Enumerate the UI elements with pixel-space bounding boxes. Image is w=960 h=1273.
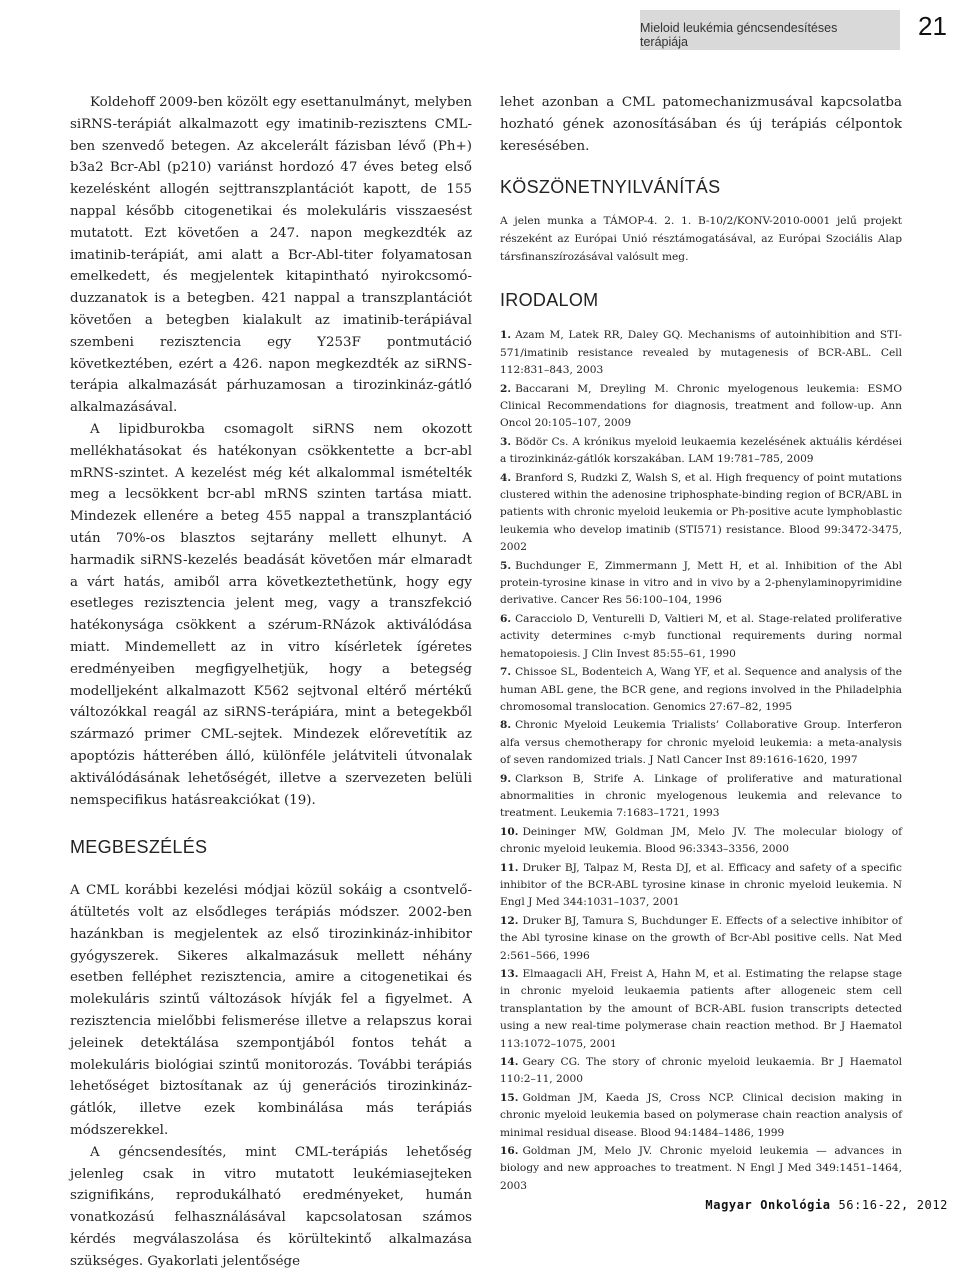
- reference-item: [500, 558, 902, 610]
- reference-item: [500, 1054, 902, 1089]
- body-paragraph: A lipidburokba csomagolt siRNS nem okozott mellékhatásokat és hatékonyan csökkentette a bcr-abl mRNS-szintet. A kezelést még két alkalommal ismételték meg a lecsökkent bcr-abl mRNS szinten tartása miatt. Mindezek ellenére a beteg 455 nappal a transzplantáció után 70%-os blasztos sejtarány mellett elhunyt. A harmadik siRNS-kezelés beadását követően már elmaradt a várt hatás, amiből arra következtethetünk, hogy egy esetleges rezisztencia jelent meg, vagy a transzfekció hatékonysága csökkent a szérum-RNázok aktiválódása miatt. Mindemellett az in vitro kísérletek ígéretes eredményeiben megfigyelhetjük, hogy a betegség modelljeként alkalmazott K562 sejtvonal eltérő mértékű változókkal reagál az siRNS-terápiára, mint a betegekből származó primer CML-sejtek. Mindezek előrevetítik az apoptózis hátterében álló, különféle jelátviteli útvonalak aktiválódásának lehetőségét, illetve a szervezeten belüli nemspecifikus hatásreakciókat (19).: [70, 421, 472, 808]
- footer-volume: 56:16-22, 2012: [830, 1198, 948, 1212]
- discussion-heading: MEGBESZÉLÉS: [70, 837, 208, 858]
- reference-number: 1.: [500, 329, 512, 342]
- reference-item: [500, 771, 902, 823]
- reference-item: [500, 913, 902, 965]
- reference-item: [500, 1090, 902, 1142]
- discussion-paragraph: A géncsendesítés, mint CML-terápiás lehetőség jelenleg csak in vitro mutatott leukémiasejteken szignifikáns, reprodukálható eredményeket, humán vonatkozású felhasználásával kapcsolatosan számos kérdés megválaszolása és körültekintő alkalmazása szükséges. Gyakorlati jelentősége: [70, 1144, 472, 1269]
- acknowledgement-heading: KÖSZÖNETNYILVÁNÍTÁS: [500, 177, 721, 198]
- reference-text: Deininger MW, Goldman JM, Melo JV. The molecular biology of chronic myeloid leukemia. Blood 96:3343–3356, 2000: [500, 825, 902, 856]
- reference-item: [500, 664, 902, 716]
- reference-number: 12.: [500, 914, 519, 927]
- reference-item: [500, 470, 902, 557]
- reference-number: 13.: [500, 968, 519, 981]
- continuation-paragraph: lehet azonban a CML patomechanizmusával kapcsolatba hozható gének azonosításában és új terápiás célpontok keresésében.: [500, 95, 902, 154]
- reference-item: [500, 1143, 902, 1195]
- reference-text: Clarkson B, Strife A. Linkage of proliferative and maturational abnormalities in chronic myelogenous leukemia and relevance to treatment. Leukemia 7:1683–1721, 1993: [500, 772, 902, 820]
- body-paragraph: Koldehoff 2009-ben közölt egy esettanulmányt, melyben siRNS-terápiát alkalmazott egy imatinib-rezisztens CML-ben szenvedő betegen. Az akcelerált fázisban lévő (Ph+) b3a2 Bcr-Abl (p210) variánst hordozó 47 éves beteg első kezelésként allogén sejttranszplantációt kapott, de 155 nappal később citogenetikai és molekuláris visszaesést mutatott. Ezt követően a 247. napon megkezdték az imatinib-terápiát, ami alatt a Bcr-Abl-titer folyamatosan emelkedett, és megjelentek kitapintható nyirokcsomó-duzzanatok is a betegben. 421 nappal a transzplantációt követően a betegben kialakult az imatinib-terápiával szembeni rezisztencia egy Y253F pontmutáció következtében, ezért a 426. napon megkezdték az siRNS-terápia alkalmazását párhuzamosan a tirozinkináz-gátló alkalmazásával.: [70, 95, 472, 416]
- reference-text: Baccarani M, Dreyling M. Chronic myelogenous leukemia: ESMO Clinical Recommendations for diagnosis, treatment and follow-up. Ann Oncol 20:105–107, 2009: [500, 382, 902, 430]
- reference-number: 16.: [500, 1145, 519, 1158]
- right-column: [500, 92, 902, 1196]
- reference-text: Chissoe SL, Bodenteich A, Wang YF, et al. Sequence and analysis of the human ABL gene, the BCR gene, and regions involved in the Philadelphia chromosomal translocation. Genomics 27:67–82, 1995: [500, 666, 902, 713]
- reference-number: 3.: [500, 435, 512, 448]
- reference-item: [500, 824, 902, 859]
- reference-number: 7.: [500, 666, 512, 679]
- reference-text: Goldman JM, Kaeda JS, Cross NCP. Clinical decision making in chronic myeloid leukemia based on polymerase chain reaction analysis of minimal residual disease. Blood 94:1484–1486, 1999: [500, 1091, 902, 1139]
- reference-text: Elmaagacli AH, Freist A, Hahn M, et al. Estimating the relapse stage in chronic myeloid leukaemia patients after allogeneic stem cell transplantation by the amount of BCR-ABL fusion transcripts detected using a new real-time polymerase chain reaction method. Br J Haematol 113:1072–1075, 2001: [500, 968, 902, 1050]
- reference-item: [500, 327, 902, 379]
- acknowledgement-text: A jelen munka a TÁMOP-4. 2. 1. B-10/2/KONV-2010-0001 jelű projekt részeként az Európai Unió résztámogatásával, az Európai Szociális Alap társfinanszírozásával valósult meg.: [500, 215, 902, 264]
- reference-number: 14.: [500, 1056, 519, 1069]
- reference-number: 6.: [500, 612, 512, 625]
- reference-number: 9.: [500, 772, 512, 785]
- reference-text: Chronic Myeloid Leukemia Trialists’ Collaborative Group. Interferon alfa versus chemotherapy for chronic myeloid leukemia: a meta-analysis of seven randomized trials. J Natl Cancer Inst 89:1616-1620, 1997: [500, 719, 902, 767]
- reference-number: 11.: [500, 861, 519, 874]
- reference-text: Goldman JM, Melo JV. Chronic myeloid leukemia — advances in biology and new approaches to treatment. N Engl J Med 349:1451–1464, 2003: [500, 1145, 902, 1192]
- footer-journal: Magyar Onkológia: [705, 1198, 831, 1212]
- running-header: [640, 10, 900, 50]
- reference-number: 2.: [500, 382, 512, 395]
- reference-number: 10.: [500, 825, 519, 838]
- reference-number: 4.: [500, 471, 512, 484]
- reference-item: [500, 381, 902, 433]
- reference-text: Caracciolo D, Venturelli D, Valtieri M, et al. Stage-related proliferative activity determines c-myb functional requirements during normal hematopoiesis. J Clin Invest 85:55–61, 1990: [500, 612, 902, 660]
- reference-text: Bödör Cs. A krónikus myeloid leukaemia kezelésének aktuális kérdései a tirozinkináz-gátlók korszakában. LAM 19:781–785, 2009: [500, 435, 902, 466]
- discussion-paragraph: A CML korábbi kezelési módjai közül sokáig a csontvelő-átültetés volt az elsődleges terápiás módszer. 2002-ben hazánkban is megjelentek az első tirozinkináz-inhibitor gyógyszerek. Sikeres alkalmazásuk mellett néhány esetben felléphet rezisztencia, amire a citogenetikai és molekuláris szintű változások hívják fel a figyelmet. A rezisztencia mielőbbi felismerése illetve a relapszus korai jeleinek detektálása szempontjából fontos tehát a molekuláris biológiai szintű monitorozás. További terápiás lehetőséget biztosítanak az új generációs tirozinkináz-gátlók, illetve ezek kombinálása más terápiás módszerekkel.: [70, 883, 472, 1139]
- reference-item: [500, 966, 902, 1053]
- reference-text: Azam M, Latek RR, Daley GQ. Mechanisms of autoinhibition and STI-571/imatinib resistance revealed by mutagenesis of BCR-ABL. Cell 112:831–843, 2003: [500, 329, 902, 377]
- reference-item: [500, 611, 902, 663]
- reference-list: [500, 327, 902, 1195]
- reference-text: Geary CG. The story of chronic myeloid leukaemia. Br J Haematol 110:2–11, 2000: [500, 1056, 902, 1086]
- reference-text: Branford S, Rudzki Z, Walsh S, et al. High frequency of point mutations clustered within the adenosine triphosphate-binding region of BCR/ABL in patients with chronic myeloid leukemia or Ph-positive acute lymphoblastic leukemia who develop imatinib (STI571) resistance. Blood 99:3472-3475, 2002: [500, 471, 902, 554]
- running-header-title: Mieloid leukémia géncsendesítéses terápiája: [640, 21, 838, 49]
- reference-number: 5.: [500, 559, 512, 572]
- reference-number: 8.: [500, 719, 512, 732]
- left-column: [70, 92, 472, 1273]
- reference-text: Druker BJ, Tamura S, Buchdunger E. Effects of a selective inhibitor of the Abl tyrosine kinase on the growth of Bcr-Abl positive cells. Nat Med 2:561–566, 1996: [500, 914, 902, 962]
- reference-number: 15.: [500, 1091, 519, 1104]
- reference-item: [500, 860, 902, 912]
- footer-citation: [705, 1198, 948, 1212]
- reference-item: [500, 717, 902, 769]
- reference-text: Buchdunger E, Zimmermann J, Mett H, et al. Inhibition of the Abl protein-tyrosine kinase in vitro and in vivo by a 2-phenylaminopyrimidine derivative. Cancer Res 56:100–104, 1996: [500, 559, 902, 607]
- reference-item: [500, 434, 902, 469]
- references-heading: IRODALOM: [500, 290, 599, 311]
- page-number: 21: [918, 11, 947, 41]
- reference-text: Druker BJ, Talpaz M, Resta DJ, et al. Efficacy and safety of a specific inhibitor of the BCR-ABL tyrosine kinase in chronic myeloid leukemia. N Engl J Med 344:1031–1037, 2001: [500, 861, 902, 909]
